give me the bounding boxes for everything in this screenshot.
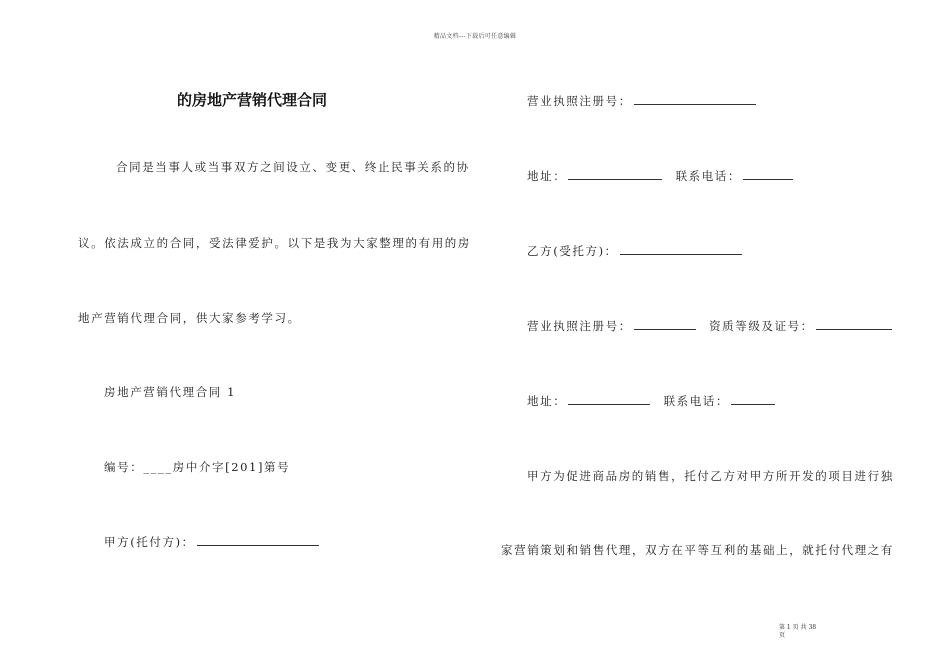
phone-label-a: 联系电话：: [675, 169, 742, 183]
party-b-blank: [620, 245, 742, 255]
party-a-line: [104, 534, 321, 550]
certificate-label: 资质等级及证号：: [709, 319, 814, 333]
page-number-line-2: 页: [779, 632, 786, 639]
party-b-registration-line: [527, 318, 894, 334]
address-blank-b: [568, 395, 650, 405]
address-label-b: 地址：: [527, 394, 567, 408]
party-a-address-line: [527, 168, 795, 184]
document-title: 的房地产营销代理合同: [177, 91, 328, 109]
party-a-registration-line: [527, 93, 758, 109]
party-b-line: [527, 243, 744, 259]
intro-paragraph-line-3: 地产营销代理合同，供大家参考学习。: [78, 311, 301, 325]
certificate-blank: [816, 320, 892, 330]
phone-blank-a: [743, 170, 793, 180]
page-number-line-1: 第 1 页 共 38: [779, 624, 817, 631]
contract-number-label: 编号：: [104, 460, 144, 474]
contract-number-line: [104, 459, 290, 475]
address-blank-a: [568, 170, 662, 180]
contract-number-blank: ____: [143, 460, 173, 474]
contract-subtitle: 房地产营销代理合同 1: [104, 385, 237, 399]
page-header: 精品文档---下载后可任意编辑: [433, 33, 517, 40]
contract-number-text: 房中介字[201]第号: [172, 460, 291, 474]
agreement-paragraph-line-2: 家营销策划和销售代理，双方在平等互利的基础上，就托付代理之有: [501, 543, 894, 557]
phone-label-b: 联系电话：: [663, 394, 730, 408]
page-number: [779, 624, 816, 640]
party-b-address-line: [527, 393, 777, 409]
party-a-blank: [197, 536, 319, 546]
phone-blank-b: [731, 395, 775, 405]
intro-paragraph-line-2: 议。依法成立的合同，受法律爱护。以下是我为大家整理的有用的房: [78, 236, 471, 250]
party-b-label: 乙方(受托方)：: [527, 244, 618, 258]
agreement-paragraph-line-1: 甲方为促进商品房的销售，托付乙方对甲方所开发的项目进行独: [527, 469, 894, 483]
address-label-a: 地址：: [527, 169, 567, 183]
registration-blank-a: [634, 95, 756, 105]
intro-paragraph-line-1: 合同是当事人或当事双方之间设立、变更、终止民事关系的协: [116, 160, 470, 174]
registration-blank-b: [634, 320, 696, 330]
registration-label-a: 营业执照注册号：: [527, 94, 632, 108]
registration-label-b: 营业执照注册号：: [527, 319, 632, 333]
party-a-label: 甲方(托付方)：: [104, 535, 195, 549]
